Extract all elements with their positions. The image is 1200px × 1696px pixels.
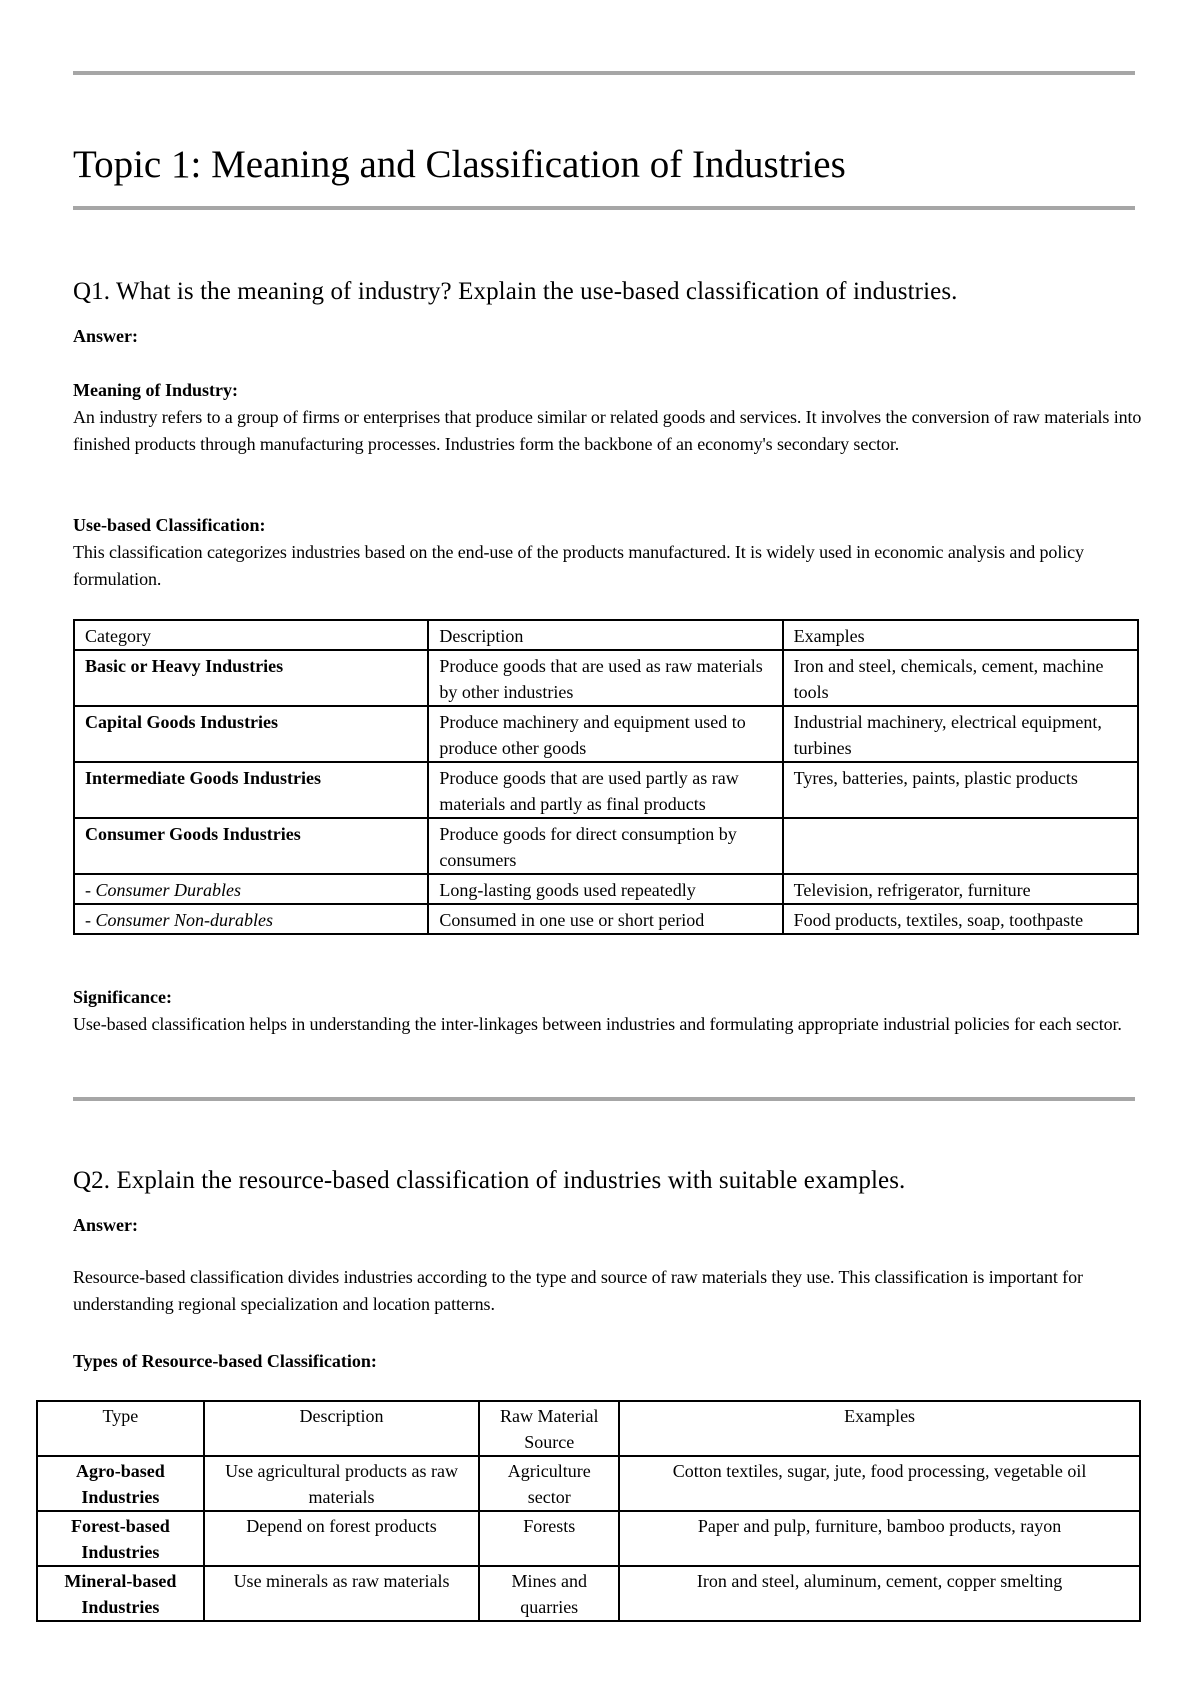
header-description: Description: [204, 1401, 480, 1456]
category-cell: Basic or Heavy Industries: [74, 650, 428, 706]
use-based-label: Use-based Classification:: [73, 515, 266, 535]
description-cell: Produce machinery and equipment used to produce other goods: [428, 706, 782, 762]
table-header-row: [37, 1401, 1140, 1456]
description-cell: Use minerals as raw materials: [204, 1566, 480, 1621]
description-cell: Produce goods that are used as raw materials by other industries: [428, 650, 782, 706]
examples-cell: Iron and steel, aluminum, cement, copper smelting: [619, 1566, 1140, 1621]
description-cell: Long-lasting goods used repeatedly: [428, 874, 782, 904]
meaning-label: Meaning of Industry:: [73, 380, 239, 400]
examples-cell: [783, 818, 1138, 874]
source-cell: Forests: [479, 1511, 619, 1566]
header-category: Category: [74, 620, 428, 650]
category-cell: Consumer Goods Industries: [74, 818, 428, 874]
header-examples: Examples: [619, 1401, 1140, 1456]
examples-cell: Television, refrigerator, furniture: [783, 874, 1138, 904]
table-row: [74, 818, 1138, 874]
examples-cell: Industrial machinery, electrical equipment, turbines: [783, 706, 1138, 762]
title-divider: [73, 206, 1135, 210]
examples-cell: Food products, textiles, soap, toothpaste: [783, 904, 1138, 934]
use-based-table: [73, 619, 1139, 935]
header-raw-material-source: Raw Material Source: [479, 1401, 619, 1456]
category-cell: Capital Goods Industries: [74, 706, 428, 762]
table-row: [74, 762, 1138, 818]
header-description: Description: [428, 620, 782, 650]
top-divider: [73, 71, 1135, 75]
description-cell: Use agricultural products as raw materials: [204, 1456, 480, 1511]
table-row: [37, 1456, 1140, 1511]
subcategory-cell: - Consumer Durables: [74, 874, 428, 904]
section-divider: [73, 1097, 1135, 1101]
examples-cell: Iron and steel, chemicals, cement, machine tools: [783, 650, 1138, 706]
header-examples: Examples: [783, 620, 1138, 650]
significance-label: Significance:: [73, 987, 172, 1007]
q1-heading: Q1. What is the meaning of industry? Explain the use-based classification of industries.: [73, 278, 958, 305]
description-cell: Produce goods for direct consumption by consumers: [428, 818, 782, 874]
table-row: [74, 874, 1138, 904]
table-row: [74, 650, 1138, 706]
examples-cell: Cotton textiles, sugar, jute, food processing, vegetable oil: [619, 1456, 1140, 1511]
use-based-text: This classification categorizes industries based on the end-use of the products manufactured. It is widely used in economic analysis and policy formulation.: [73, 542, 1084, 589]
table-row: [74, 904, 1138, 934]
type-cell: Mineral-based Industries: [37, 1566, 204, 1621]
description-cell: Consumed in one use or short period: [428, 904, 782, 934]
significance-text: Use-based classification helps in understanding the inter-linkages between industries and formulating appropriate industrial policies for each sector.: [73, 1014, 1122, 1034]
q1-answer-label: Answer:: [73, 326, 138, 346]
type-cell: Agro-based Industries: [37, 1456, 204, 1511]
q2-heading: Q2. Explain the resource-based classification of industries with suitable examples.: [73, 1167, 906, 1194]
header-type: Type: [37, 1401, 204, 1456]
subcategory-cell: - Consumer Non-durables: [74, 904, 428, 934]
resource-based-table: [36, 1400, 1141, 1622]
type-cell: Forest-based Industries: [37, 1511, 204, 1566]
source-cell: Agriculture sector: [479, 1456, 619, 1511]
types-label: Types of Resource-based Classification:: [73, 1351, 377, 1371]
examples-cell: Tyres, batteries, paints, plastic products: [783, 762, 1138, 818]
table-header-row: [74, 620, 1138, 650]
table-row: [37, 1511, 1140, 1566]
q2-intro-text: Resource-based classification divides industries according to the type and source of raw materials they use. This classification is important for understanding regional specialization and location patterns.: [73, 1267, 1083, 1314]
page-title: Topic 1: Meaning and Classification of Industries: [73, 143, 846, 186]
table-row: [74, 706, 1138, 762]
description-cell: Produce goods that are used partly as raw materials and partly as final products: [428, 762, 782, 818]
meaning-text: An industry refers to a group of firms or enterprises that produce similar or related goods and services. It involves the conversion of raw materials into finished products through manufacturing processes. Industries form the backbone of an economy's secondary sector.: [73, 407, 1142, 454]
examples-cell: Paper and pulp, furniture, bamboo products, rayon: [619, 1511, 1140, 1566]
source-cell: Mines and quarries: [479, 1566, 619, 1621]
table-row: [37, 1566, 1140, 1621]
category-cell: Intermediate Goods Industries: [74, 762, 428, 818]
description-cell: Depend on forest products: [204, 1511, 480, 1566]
q2-answer-label: Answer:: [73, 1215, 138, 1235]
